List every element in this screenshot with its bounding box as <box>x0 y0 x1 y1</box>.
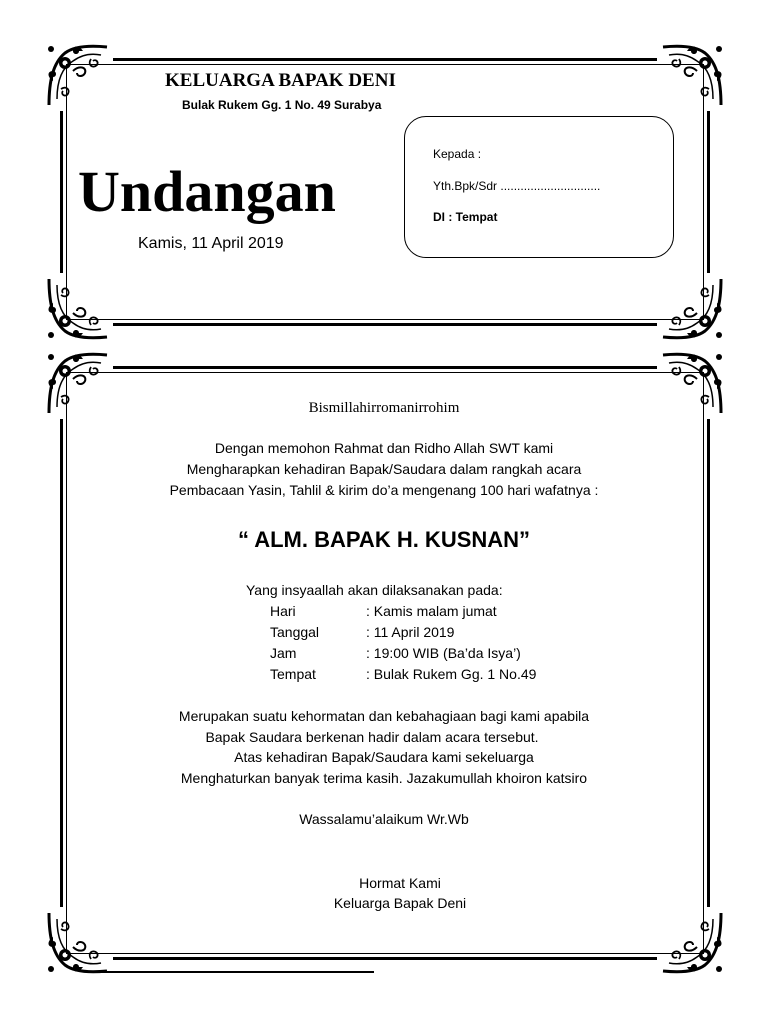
schedule-label: Tanggal <box>270 624 320 640</box>
schedule-value: : 19:00 WIB (Ba’da Isya’) <box>366 645 521 661</box>
schedule-row <box>270 603 497 619</box>
regards: Hormat Kami <box>359 875 441 891</box>
schedule-label: Hari <box>270 603 296 619</box>
schedule-row <box>270 666 536 682</box>
recipient-place: DI : Tempat <box>433 210 498 224</box>
salam: Wassalamu’alaikum Wr.Wb <box>299 811 469 827</box>
family-name: KELUARGA BAPAK DENI <box>165 70 396 91</box>
closing-line: Merupakan suatu kehormatan dan kebahagiaan bagi kami apabila <box>178 708 590 724</box>
invitation-date: Kamis, 11 April 2019 <box>138 235 284 252</box>
corner-ornament-icon <box>657 41 727 111</box>
schedule-row <box>270 645 521 661</box>
corner-ornament-icon <box>657 907 727 977</box>
schedule-value: : 11 April 2019 <box>366 624 455 640</box>
intro-line: Dengan memohon Rahmat dan Ridho Allah SWT kami <box>214 440 554 456</box>
schedule-value: : Bulak Rukem Gg. 1 No.49 <box>366 666 537 682</box>
schedule-value: : Kamis malam jumat <box>366 603 497 619</box>
recipient-label: Kepada : <box>433 147 482 161</box>
corner-ornament-icon <box>657 273 727 343</box>
corner-ornament-icon <box>43 273 113 343</box>
schedule-row <box>270 624 454 640</box>
recipient-name-line: Yth.Bpk/Sdr .............................. <box>433 179 601 193</box>
signature: Keluarga Bapak Deni <box>333 895 467 911</box>
intro-line: Pembacaan Yasin, Tahlil & kirim do’a mengenang 100 hari wafatnya : <box>169 482 599 498</box>
divider <box>88 971 374 973</box>
invitation-title: Undangan <box>78 159 336 224</box>
closing-line: Menghaturkan banyak terima kasih. Jazakumullah khoiron katsiro <box>180 770 588 786</box>
closing-line: Bapak Saudara berkenan hadir dalam acara tersebut. <box>205 729 539 745</box>
schedule-intro: Yang insyaallah akan dilaksanakan pada: <box>246 582 503 598</box>
corner-ornament-icon <box>43 41 113 111</box>
schedule-label: Jam <box>270 645 297 661</box>
schedule-label: Tempat <box>270 666 316 682</box>
intro-line: Mengharapkan kehadiran Bapak/Saudara dalam rangkah acara <box>186 461 582 477</box>
closing-line: Atas kehadiran Bapak/Saudara kami sekeluarga <box>234 749 534 765</box>
recipient-box <box>404 116 674 258</box>
corner-ornament-icon <box>43 907 113 977</box>
deceased-name: “ ALM. BAPAK H. KUSNAN” <box>237 527 531 552</box>
sender-address: Bulak Rukem Gg. 1 No. 49 Surabya <box>182 98 382 112</box>
basmala: Bismillahirromanirrohim <box>308 400 460 416</box>
